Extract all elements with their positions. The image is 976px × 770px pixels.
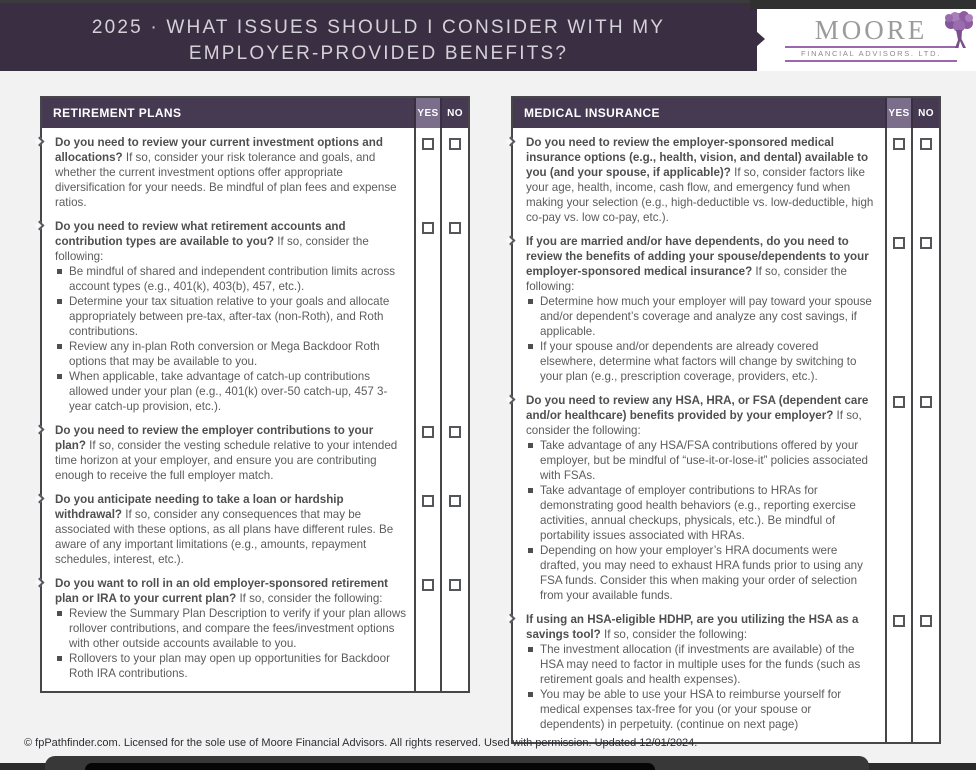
bullet: Determine how much your employer will pay toward your spouse and/or dependent’s coverage and analyze any cost savings, if applicable. bbox=[540, 294, 877, 339]
yes-column-header: YES bbox=[885, 98, 911, 128]
no-checkbox[interactable] bbox=[920, 138, 932, 150]
bullet: The investment allocation (if investments are available) of the HSA may need to factor in multiple uses for the funds (such as retirement goals and health expenses). bbox=[540, 642, 877, 687]
yes-checkbox[interactable] bbox=[893, 615, 905, 627]
yes-cell bbox=[414, 485, 440, 569]
question-cell bbox=[42, 128, 414, 212]
section-retirement-plans bbox=[40, 96, 470, 693]
bullet: Depending on how your employer’s HRA documents were drafted, you may need to exhaust HRA funds prior to using any FSA funds. Consider this when making your order of selection from your available funds. bbox=[540, 543, 877, 603]
section-title: MEDICAL INSURANCE bbox=[524, 106, 660, 120]
chevron-icon bbox=[506, 614, 516, 624]
no-checkbox[interactable] bbox=[449, 579, 461, 591]
no-cell bbox=[911, 227, 939, 386]
section-title: RETIREMENT PLANS bbox=[53, 106, 182, 120]
checklist-item bbox=[42, 416, 468, 485]
bullet: Review the Summary Plan Description to verify if your plan allows rollover contributions, and compare the fees/investment options with other outside accounts available to you. bbox=[69, 607, 406, 650]
section-body bbox=[513, 128, 939, 742]
question-bold: Do you anticipate needing to take a loan or hardship withdrawal? bbox=[55, 493, 344, 521]
chevron-icon bbox=[35, 137, 45, 147]
question-cell bbox=[513, 386, 885, 605]
section-header bbox=[513, 98, 939, 128]
no-cell bbox=[440, 416, 468, 485]
chevron-icon bbox=[35, 494, 45, 504]
question-bold: Do you need to review the employer-sponsored medical insurance options (e.g., health, vision, and dental) available to you (and your spouse, if applicable)? bbox=[526, 136, 869, 179]
yes-checkbox[interactable] bbox=[422, 222, 434, 234]
question-text: If so, consider the following: bbox=[603, 628, 748, 641]
chevron-icon bbox=[506, 395, 516, 405]
no-checkbox[interactable] bbox=[920, 237, 932, 249]
bullet: Be mindful of shared and independent contribution limits across account types (e.g., 401(k), 403(b), 457, etc.). bbox=[69, 264, 406, 294]
no-checkbox[interactable] bbox=[449, 222, 461, 234]
no-checkbox[interactable] bbox=[449, 495, 461, 507]
checklist-item bbox=[42, 569, 468, 691]
no-checkbox[interactable] bbox=[920, 615, 932, 627]
question-text: If so, consider factors like your age, health, income, cash flow, and emergency fund when making your selection (e.g., high-deductible vs. low-deductible, high co-pay vs. low co-pay, etc.). bbox=[526, 166, 874, 224]
logo-content bbox=[785, 14, 957, 62]
question-text: If so, consider your risk tolerance and goals, and whether the current investment options offer appropriate diversification for your needs. Be mindful of plan fees and expense ratios. bbox=[55, 151, 397, 209]
question-cell bbox=[513, 227, 885, 386]
yes-cell bbox=[414, 416, 440, 485]
question-cell bbox=[513, 605, 885, 742]
no-column-header: NO bbox=[440, 98, 468, 128]
yes-checkbox[interactable] bbox=[422, 495, 434, 507]
logo-rule-bottom bbox=[785, 60, 957, 62]
question-text: If so, consider the following: bbox=[239, 592, 383, 605]
page-title-line1: 2025 · WHAT ISSUES SHOULD I CONSIDER WITH MY bbox=[91, 17, 666, 38]
chevron-icon bbox=[35, 578, 45, 588]
logo-name: MOORE bbox=[814, 15, 928, 45]
yes-checkbox[interactable] bbox=[422, 579, 434, 591]
bullet: If your spouse and/or dependents are already covered elsewhere, determine what factors will change by switching to your plan (e.g., prescription coverage, providers, etc.). bbox=[540, 339, 877, 384]
question-cell bbox=[42, 212, 414, 416]
checklist-item bbox=[42, 212, 468, 416]
no-cell bbox=[911, 128, 939, 227]
section-header bbox=[42, 98, 468, 128]
no-cell bbox=[440, 485, 468, 569]
checklist-item bbox=[513, 128, 939, 227]
checklist-item bbox=[42, 128, 468, 212]
yes-checkbox[interactable] bbox=[893, 396, 905, 408]
no-cell bbox=[440, 128, 468, 212]
no-checkbox[interactable] bbox=[920, 396, 932, 408]
bullet: When applicable, take advantage of catch-up contributions allowed under your plan (e.g., 401(k) over-50 catch-up, 457 3-year catch-up provision, etc.). bbox=[69, 369, 406, 414]
no-checkbox[interactable] bbox=[449, 426, 461, 438]
question-bold: Do you want to roll in an old employer-sponsored retirement plan or IRA to your current plan? bbox=[55, 577, 389, 605]
bullet: Review any in-plan Roth conversion or Mega Backdoor Roth options that may be available to you. bbox=[69, 339, 406, 369]
bullet-list bbox=[55, 264, 406, 414]
bullet: You may be able to use your HSA to reimburse yourself for medical expenses tax-free for you (or your spouse or dependents) in perpetuity. (continue on next page) bbox=[540, 687, 877, 732]
chevron-icon bbox=[506, 236, 516, 246]
no-cell bbox=[911, 605, 939, 742]
question-text: If so, consider any consequences that may be associated with these options, as all plans have different rules. Be aware of any important limitations (e.g., amounts, repayment schedules, interest, etc.). bbox=[55, 508, 394, 566]
question-bold: Do you need to review your current investment options and allocations? bbox=[55, 136, 383, 164]
yes-checkbox[interactable] bbox=[893, 138, 905, 150]
question-cell bbox=[42, 485, 414, 569]
bullet-list bbox=[526, 294, 877, 384]
chevron-icon bbox=[506, 137, 516, 147]
checklist-item bbox=[42, 485, 468, 569]
bullet-list bbox=[526, 438, 877, 603]
tree-icon bbox=[941, 10, 976, 50]
logo-subtitle: FINANCIAL ADVISORS. LTD. bbox=[801, 49, 941, 58]
question-bold: Do you need to review what retirement accounts and contribution types are available to you? bbox=[55, 220, 346, 248]
question-bold: Do you need to review the employer contributions to your plan? bbox=[55, 424, 374, 452]
section-medical-insurance bbox=[511, 96, 941, 744]
bullet: Take advantage of any HSA/FSA contributions offered by your employer, but be mindful of “use-it-or-lose-it” policies associated with FSAs. bbox=[540, 438, 877, 483]
question-text: If so, consider the following: bbox=[526, 265, 847, 293]
checklist-item bbox=[513, 605, 939, 742]
yes-checkbox[interactable] bbox=[893, 237, 905, 249]
yes-cell bbox=[885, 128, 911, 227]
yes-cell bbox=[414, 128, 440, 212]
bullet: Take advantage of employer contributions to HRAs for demonstrating good health behaviors (e.g., reporting exercise activities, annual checkups, physicals, etc.). Be mindful of portability issues associated with HRAs. bbox=[540, 483, 877, 543]
no-checkbox[interactable] bbox=[449, 138, 461, 150]
checklist-item bbox=[513, 386, 939, 605]
yes-cell bbox=[414, 212, 440, 416]
bullet-list bbox=[526, 642, 877, 732]
bullet: Determine your tax situation relative to your goals and allocate appropriately between pre-tax, after-tax (non-Roth), and Roth contributions. bbox=[69, 294, 406, 339]
question-text: If so, consider the following: bbox=[526, 409, 862, 437]
question-cell bbox=[42, 569, 414, 691]
yes-column-header: YES bbox=[414, 98, 440, 128]
checklist-item bbox=[513, 227, 939, 386]
viewer-toolbar-screen bbox=[85, 763, 655, 770]
chevron-icon bbox=[35, 221, 45, 231]
question-bold: Do you need to review any HSA, HRA, or FSA (dependent care and/or healthcare) benefits provided by your employer? bbox=[526, 394, 869, 422]
section-body bbox=[42, 128, 468, 691]
question-cell bbox=[513, 128, 885, 227]
no-cell bbox=[440, 212, 468, 416]
page-title-line2: EMPLOYER-PROVIDED BENEFITS? bbox=[188, 43, 569, 64]
page-title bbox=[0, 15, 757, 67]
question-bold: If you are married and/or have dependents, do you need to review the benefits of adding your spouse/dependents to your employer-sponsored medical insurance? bbox=[526, 235, 869, 278]
yes-cell bbox=[885, 386, 911, 605]
no-cell bbox=[911, 386, 939, 605]
yes-cell bbox=[414, 569, 440, 691]
yes-cell bbox=[885, 227, 911, 386]
question-cell bbox=[42, 416, 414, 485]
question-text: If so, consider the following: bbox=[55, 235, 369, 263]
yes-cell bbox=[885, 605, 911, 742]
copyright-text: © fpPathfinder.com. Licensed for the sole use of Moore Financial Advisors. All rights reserved. Used with permission. Updated 12/01/2024. bbox=[24, 737, 698, 749]
logo-pointer-icon bbox=[756, 31, 765, 47]
logo bbox=[757, 9, 976, 71]
bullet: Rollovers to your plan may open up opportunities for Backdoor Roth IRA contributions. bbox=[69, 651, 406, 681]
chevron-icon bbox=[35, 425, 45, 435]
no-column-header: NO bbox=[911, 98, 939, 128]
bullet-list bbox=[55, 606, 406, 681]
yes-checkbox[interactable] bbox=[422, 138, 434, 150]
no-cell bbox=[440, 569, 468, 691]
question-bold: If using an HSA-eligible HDHP, are you utilizing the HSA as a savings tool? bbox=[526, 613, 859, 641]
yes-checkbox[interactable] bbox=[422, 426, 434, 438]
question-text: If so, consider the vesting schedule relative to your intended time horizon at your employer, and ensure you are contributing enough to receive the full employer match. bbox=[55, 439, 398, 482]
